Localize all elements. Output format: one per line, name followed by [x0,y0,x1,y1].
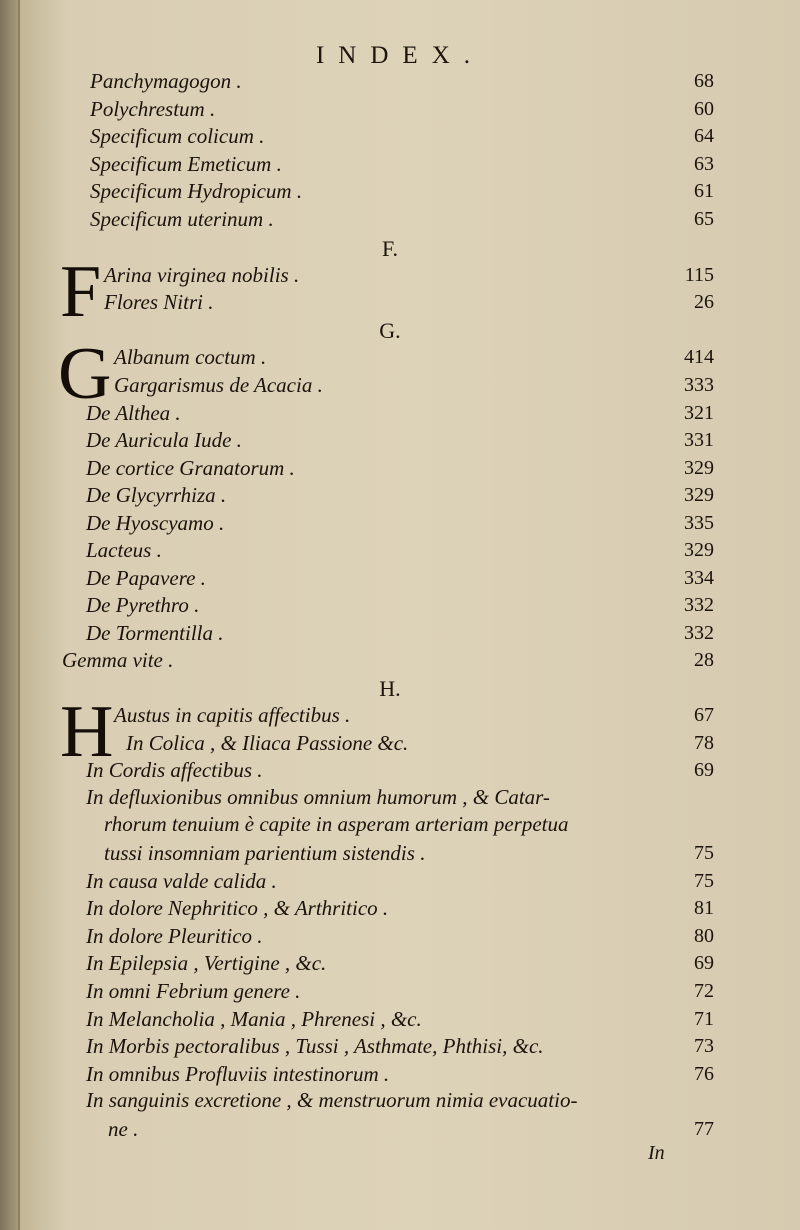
entry-text: In dolore Pleuritico . [86,924,263,948]
entry-text: De Glycyrrhiza . [86,483,227,507]
entry-page: 72 [694,980,714,1002]
index-entry [0,978,800,1004]
index-entry [0,96,800,122]
entry-text: Lacteus . [86,538,162,562]
entry-text: Specificum Hydropicum . [90,179,303,203]
index-entry [0,372,800,398]
entry-page: 329 [684,539,714,561]
catchword: In [648,1142,665,1164]
entry-page: 333 [684,374,714,396]
entry-page: 78 [694,732,714,754]
entry-page: 334 [684,567,714,589]
entry-page: 329 [684,484,714,506]
entry-page: 68 [694,70,714,92]
index-entry [0,68,800,94]
entry-text: Gemma vite . [62,648,174,672]
entry-page: 69 [694,952,714,974]
entry-text: Flores Nitri . [104,290,214,314]
entry-page: 75 [694,842,714,864]
entry-text: De Tormentilla . [86,621,224,645]
index-entry [0,151,800,177]
index-entry [0,565,800,591]
entry-page: 65 [694,208,714,230]
index-entry [0,840,800,866]
entry-text-line: In sanguinis excretione , & menstruorum nimia evacuatio- [86,1088,578,1112]
entry-page: 115 [684,264,714,286]
entry-page: 76 [694,1063,714,1085]
index-entry [0,178,800,204]
entry-page: 64 [694,125,714,147]
entry-text: Arina virginea nobilis . [104,263,300,287]
entry-text: Specificum uterinum . [90,207,274,231]
entry-text-line: In defluxionibus omnibus omnium humorum , & Catar- [86,785,550,809]
index-entry [0,950,800,976]
section-heading-f: F. [382,236,398,261]
entry-text: Polychrestum . [90,97,216,121]
index-entry [0,1061,800,1087]
drop-cap-f: F [60,251,102,333]
index-entry [0,344,800,370]
entry-text: De cortice Granatorum . [86,456,295,480]
index-entry [0,1116,800,1142]
entry-page: 60 [694,98,714,120]
entry-page: 332 [684,622,714,644]
entry-page: 81 [694,897,714,919]
entry-text: In Cordis affectibus . [86,758,263,782]
entry-page: 414 [684,346,714,368]
index-entry [0,537,800,563]
index-entry [0,620,800,646]
entry-page: 80 [694,925,714,947]
index-entry [0,923,800,949]
drop-cap-h: H [60,691,114,773]
entry-text: De Pyrethro . [86,593,200,617]
entry-text: De Althea . [86,401,181,425]
entry-page: 67 [694,704,714,726]
section-heading-h: H. [379,676,401,701]
entry-page: 71 [694,1008,714,1030]
drop-cap-g: G [58,333,112,415]
entry-page: 69 [694,759,714,781]
entry-text: In Melancholia , Mania , Phrenesi , &c. [86,1007,422,1031]
entry-text: In Colica , & Iliaca Passione &c. [126,731,409,755]
entry-text: In omni Febrium genere . [86,979,301,1003]
index-entry [0,1006,800,1032]
index-entry [0,647,800,673]
entry-page: 332 [684,594,714,616]
entry-text: ne . [108,1117,139,1141]
index-entry [0,730,800,756]
entry-page: 26 [694,291,714,313]
entry-text: De Papavere . [86,566,206,590]
entry-text: Specificum Emeticum . [90,152,282,176]
entry-text: Gargarismus de Acacia . [114,373,323,397]
index-entry [0,427,800,453]
index-entry [0,702,800,728]
entry-text: In Epilepsia , Vertigine , &c. [86,951,327,975]
entry-text: In omnibus Profluviis intestinorum . [86,1062,390,1086]
entry-text: tussi insomniam parientium sistendis . [104,841,426,865]
index-entry [0,206,800,232]
entry-text: Specificum colicum . [90,124,265,148]
index-entry [0,592,800,618]
entry-page: 77 [694,1118,714,1140]
entry-text: In dolore Nephritico , & Arthritico . [86,896,389,920]
index-entry [0,757,800,783]
index-entry [0,289,800,315]
entry-text: In Morbis pectoralibus , Tussi , Asthmate, Phthisi, &c. [86,1034,544,1058]
entry-page: 329 [684,457,714,479]
index-entry [0,1033,800,1059]
index-entry [0,455,800,481]
entry-page: 61 [694,180,714,202]
page-title: INDEX. [315,42,484,69]
index-entry [0,262,800,288]
entry-text: Austus in capitis affectibus . [114,703,351,727]
section-heading-g: G. [379,318,401,343]
index-entry [0,123,800,149]
entry-text: Panchymagogon . [90,69,242,93]
index-entry [0,868,800,894]
entry-text: De Auricula Iude . [86,428,242,452]
entry-page: 335 [684,512,714,534]
entry-text-line: rhorum tenuium è capite in asperam arteriam perpetua [104,812,569,836]
entry-page: 28 [694,649,714,671]
entry-text: In causa valde calida . [86,869,277,893]
entry-page: 321 [684,402,714,424]
index-entry [0,400,800,426]
index-entry [0,895,800,921]
entry-text: Albanum coctum . [114,345,267,369]
index-entry [0,510,800,536]
entry-text: De Hyoscyamo . [86,511,225,535]
entry-page: 73 [694,1035,714,1057]
entry-page: 75 [694,870,714,892]
entry-page: 331 [684,429,714,451]
index-entry [0,482,800,508]
entry-page: 63 [694,153,714,175]
